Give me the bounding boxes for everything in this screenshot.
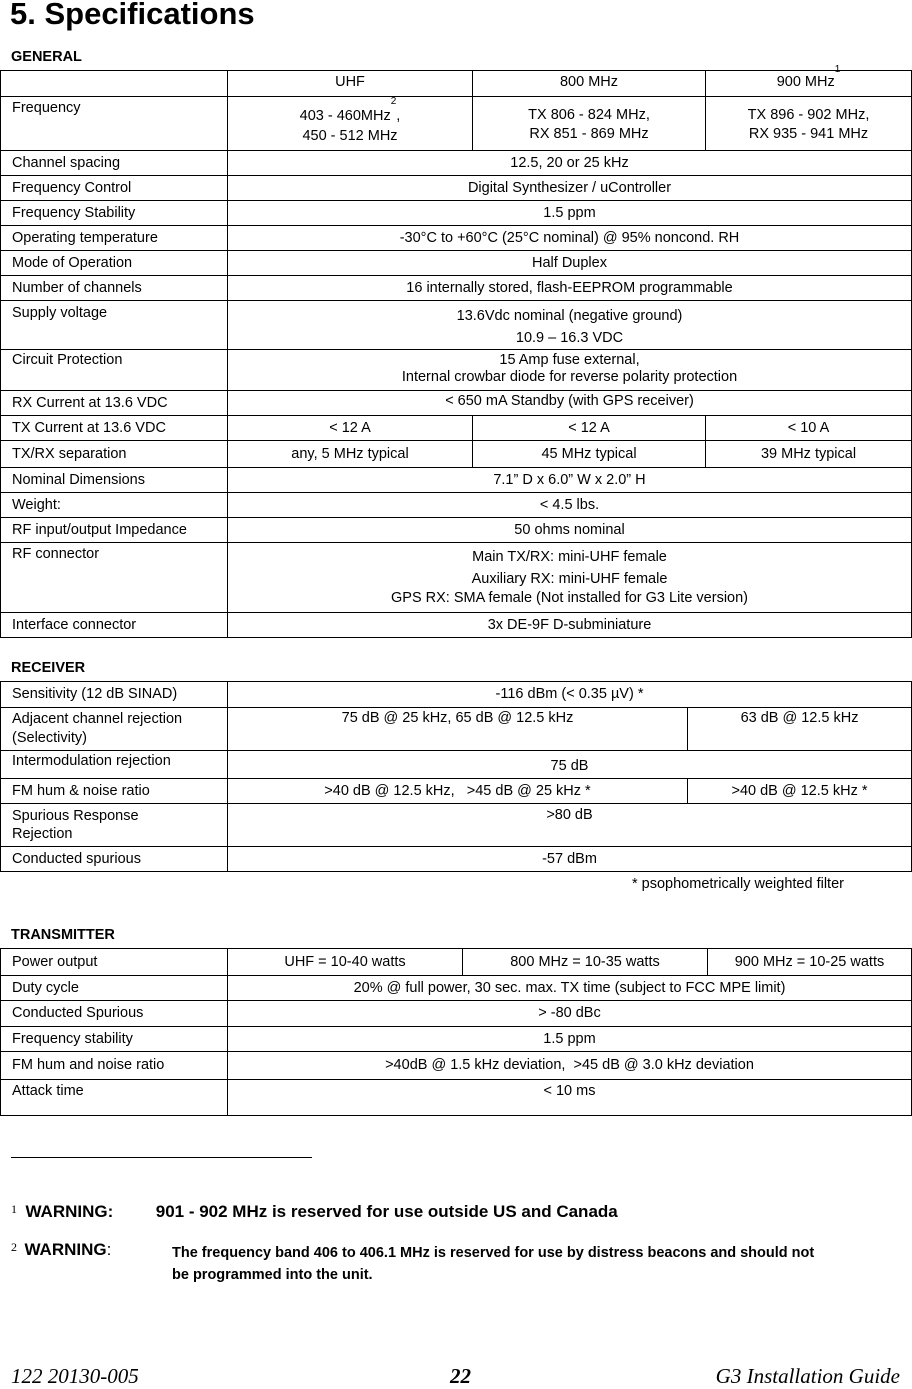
table-row bbox=[1, 613, 912, 638]
row-label: RX Current at 13.6 VDC bbox=[1, 391, 228, 416]
table-row bbox=[1, 751, 912, 779]
row-label: FM hum and noise ratio bbox=[1, 1052, 228, 1080]
table-row bbox=[1, 71, 912, 97]
row-label: Adjacent channel rejection (Selectivity) bbox=[1, 708, 228, 751]
hum-value-a: >40 dB @ 12.5 kHz, >45 dB @ 25 kHz * bbox=[228, 779, 688, 804]
footnote-warning-label: WARNING bbox=[24, 1240, 107, 1259]
footnote-number: 2 bbox=[11, 1240, 17, 1254]
row-label: Attack time bbox=[1, 1080, 228, 1116]
row-label: Frequency stability bbox=[1, 1027, 228, 1052]
row-label: Weight: bbox=[1, 493, 228, 518]
row-label: Intermodulation rejection bbox=[1, 751, 228, 779]
power-800: 800 MHz = 10-35 watts bbox=[463, 949, 708, 976]
row-label: Circuit Protection bbox=[1, 350, 228, 391]
table-row bbox=[1, 804, 912, 847]
row-label: Channel spacing bbox=[1, 151, 228, 176]
footer-doc-number: 122 20130-005 bbox=[11, 1364, 139, 1388]
row-label: Conducted Spurious bbox=[1, 1001, 228, 1027]
table-row bbox=[1, 391, 912, 416]
row-value: 12.5, 20 or 25 kHz bbox=[228, 151, 912, 176]
footnote-ref-1: 1 bbox=[834, 64, 841, 75]
frequency-uhf: 403 - 460MHz$^2$, 450 - 512 MHz bbox=[228, 97, 473, 151]
table-row bbox=[1, 350, 912, 391]
row-label: FM hum & noise ratio bbox=[1, 779, 228, 804]
row-label: Conducted spurious bbox=[1, 847, 228, 872]
transmitter-heading: TRANSMITTER bbox=[11, 927, 115, 943]
row-value: -116 dBm (< 0.35 µV) * bbox=[228, 682, 912, 708]
row-label: Sensitivity (12 dB SINAD) bbox=[1, 682, 228, 708]
table-row bbox=[1, 276, 912, 301]
tx-current-800: < 12 A bbox=[473, 416, 706, 441]
row-label: Nominal Dimensions bbox=[1, 468, 228, 493]
separation-800: 45 MHz typical bbox=[473, 441, 706, 468]
row-label: TX Current at 13.6 VDC bbox=[1, 416, 228, 441]
receiver-note: * psophometrically weighted filter bbox=[632, 876, 844, 892]
row-label: Operating temperature bbox=[1, 226, 228, 251]
tx-current-uhf: < 12 A bbox=[228, 416, 473, 441]
row-value: Half Duplex bbox=[228, 251, 912, 276]
adjacent-value-b: 63 dB @ 12.5 kHz bbox=[688, 708, 912, 751]
table-row bbox=[1, 251, 912, 276]
general-table bbox=[0, 64, 912, 638]
row-value: >40dB @ 1.5 kHz deviation, >45 dB @ 3.0 kHz deviation bbox=[228, 1052, 912, 1080]
row-value: 15 Amp fuse external, Internal crowbar diode for reverse polarity protection bbox=[228, 350, 912, 391]
table-row bbox=[1, 779, 912, 804]
row-label: Number of channels bbox=[1, 276, 228, 301]
footnote-text: 901 - 902 MHz is reserved for use outside US and Canada bbox=[155, 1202, 618, 1221]
footnote-separator bbox=[11, 1157, 312, 1158]
row-value: 13.6Vdc nominal (negative ground) 10.9 – 16.3 VDC bbox=[228, 301, 912, 350]
row-label: TX/RX separation bbox=[1, 441, 228, 468]
table-row bbox=[1, 201, 912, 226]
corner-cell bbox=[1, 71, 228, 97]
table-row bbox=[1, 543, 912, 613]
frequency-800: TX 806 - 824 MHz, RX 851 - 869 MHz bbox=[473, 97, 706, 151]
table-row bbox=[1, 1080, 912, 1116]
table-row bbox=[1, 708, 912, 751]
general-heading: GENERAL bbox=[11, 49, 82, 65]
table-row bbox=[1, 416, 912, 441]
power-uhf: UHF = 10-40 watts bbox=[228, 949, 463, 976]
row-label: Frequency Stability bbox=[1, 201, 228, 226]
table-row bbox=[1, 976, 912, 1001]
row-value: -30°C to +60°C (25°C nominal) @ 95% noncond. RH bbox=[228, 226, 912, 251]
table-row bbox=[1, 493, 912, 518]
row-value: 50 ohms nominal bbox=[228, 518, 912, 543]
table-row bbox=[1, 847, 912, 872]
footnote-1 bbox=[11, 1202, 618, 1222]
table-row bbox=[1, 226, 912, 251]
row-label: Duty cycle bbox=[1, 976, 228, 1001]
row-value: 7.1” D x 6.0” W x 2.0” H bbox=[228, 468, 912, 493]
row-label: Frequency bbox=[1, 97, 228, 151]
row-label: Supply voltage bbox=[1, 301, 228, 350]
row-value: 20% @ full power, 30 sec. max. TX time (subject to FCC MPE limit) bbox=[228, 976, 912, 1001]
footnote-ref-2: 2 bbox=[390, 96, 397, 107]
frequency-900: TX 896 - 902 MHz, RX 935 - 941 MHz bbox=[706, 97, 912, 151]
table-row bbox=[1, 468, 912, 493]
adjacent-value-a: 75 dB @ 25 kHz, 65 dB @ 12.5 kHz bbox=[228, 708, 688, 751]
receiver-table bbox=[0, 681, 912, 872]
col-header-800: 800 MHz bbox=[473, 71, 706, 97]
row-label: RF input/output Impedance bbox=[1, 518, 228, 543]
separation-900: 39 MHz typical bbox=[706, 441, 912, 468]
footer-guide-title: G3 Installation Guide bbox=[715, 1364, 900, 1388]
table-row bbox=[1, 1001, 912, 1027]
footnote-warning-label: WARNING: bbox=[25, 1202, 114, 1221]
row-value: Digital Synthesizer / uController bbox=[228, 176, 912, 201]
row-value: 1.5 ppm bbox=[228, 201, 912, 226]
row-value: 1.5 ppm bbox=[228, 1027, 912, 1052]
row-label: Interface connector bbox=[1, 613, 228, 638]
footnote-colon: : bbox=[106, 1240, 112, 1259]
row-value: Main TX/RX: mini-UHF female Auxiliary RX: mini-UHF female GPS RX: SMA female (Not installed for G3 Lite version) bbox=[228, 543, 912, 613]
row-value: -57 dBm bbox=[228, 847, 912, 872]
page-title: 5. Specifications bbox=[10, 0, 255, 31]
receiver-heading: RECEIVER bbox=[11, 660, 86, 676]
row-label: Frequency Control bbox=[1, 176, 228, 201]
row-label: RF connector bbox=[1, 543, 228, 613]
table-row bbox=[1, 176, 912, 201]
table-row bbox=[1, 1027, 912, 1052]
row-value: 75 dB bbox=[228, 751, 912, 779]
table-row bbox=[1, 151, 912, 176]
table-row bbox=[1, 682, 912, 708]
table-row bbox=[1, 949, 912, 976]
table-row bbox=[1, 1052, 912, 1080]
row-value: < 10 ms bbox=[228, 1080, 912, 1116]
power-900: 900 MHz = 10-25 watts bbox=[708, 949, 912, 976]
footer-page-number: 22 bbox=[450, 1364, 471, 1388]
footnote-number: 1 bbox=[11, 1202, 17, 1216]
row-value: > -80 dBc bbox=[228, 1001, 912, 1027]
table-row bbox=[1, 518, 912, 543]
hum-value-b: >40 dB @ 12.5 kHz * bbox=[688, 779, 912, 804]
table-row bbox=[1, 441, 912, 468]
table-row bbox=[1, 301, 912, 350]
row-label: Spurious Response Rejection bbox=[1, 804, 228, 847]
col-header-uhf: UHF bbox=[228, 71, 473, 97]
row-value: 16 internally stored, flash-EEPROM programmable bbox=[228, 276, 912, 301]
row-label: Mode of Operation bbox=[1, 251, 228, 276]
row-value: >80 dB bbox=[228, 804, 912, 847]
row-label: Power output bbox=[1, 949, 228, 976]
footnote-text: The frequency band 406 to 406.1 MHz is reserved for use by distress beacons and should not be programmed into the unit. bbox=[172, 1245, 815, 1283]
row-value: 3x DE-9F D-subminiature bbox=[228, 613, 912, 638]
row-value: < 4.5 lbs. bbox=[228, 493, 912, 518]
transmitter-table bbox=[0, 948, 912, 1116]
table-row bbox=[1, 97, 912, 151]
separation-uhf: any, 5 MHz typical bbox=[228, 441, 473, 468]
row-value: < 650 mA Standby (with GPS receiver) bbox=[228, 391, 912, 416]
col-header-900: 900 MHz$^1$ bbox=[706, 71, 912, 97]
tx-current-900: < 10 A bbox=[706, 416, 912, 441]
